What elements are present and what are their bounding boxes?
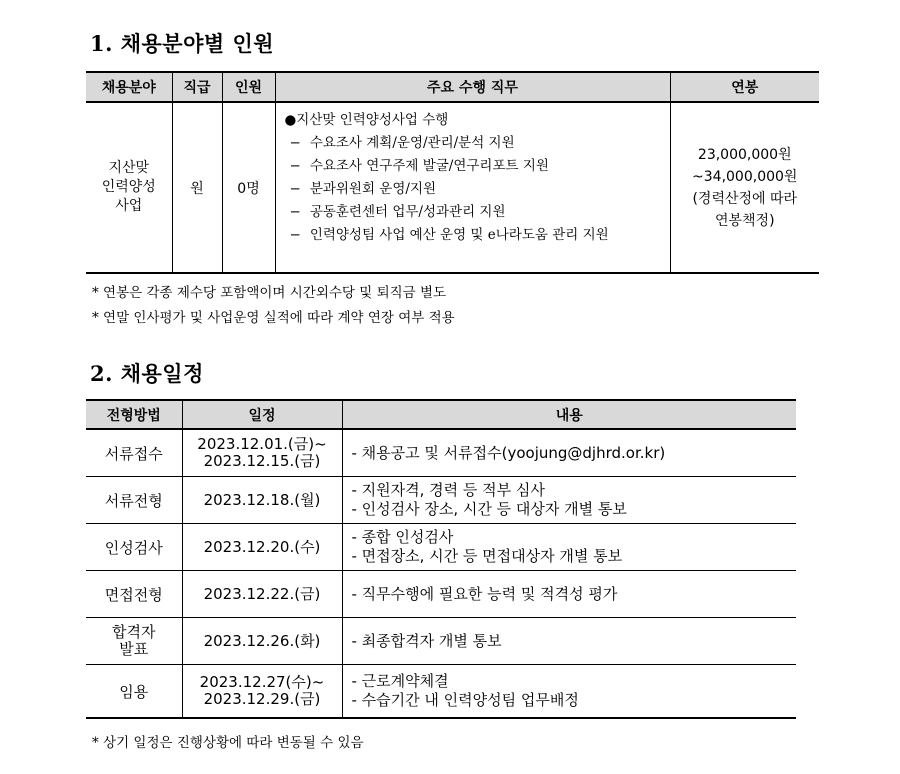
list-item: − 공동훈련센터 업무/성과관리 지원 — [289, 204, 506, 220]
header-date: 일정 — [182, 400, 342, 429]
table-row — [86, 571, 796, 618]
rank-cell: 원 — [172, 102, 222, 273]
contract-note: * 연말 인사평가 및 사업운영 실적에 따라 계약 연장 여부 적용 — [92, 310, 455, 326]
content-cell: - 지원자격, 경력 등 적부 심사 - 인성검사 장소, 시간 등 대상자 개별 통보 — [342, 477, 796, 524]
header-method: 전형방법 — [86, 400, 182, 429]
step-cell: 서류전형 — [86, 477, 182, 524]
header-content: 내용 — [342, 400, 796, 429]
date-cell: 2023.12.18.(월) — [182, 477, 342, 524]
table-row — [86, 665, 796, 719]
content-cell: - 종합 인성검사 - 면접장소, 시간 등 면접대상자 개별 통보 — [342, 524, 796, 571]
table-row — [86, 524, 796, 571]
step-cell: 합격자 발표 — [86, 618, 182, 665]
table-header-row — [86, 72, 819, 102]
header-duties: 주요 수행 직무 — [275, 72, 670, 102]
content-cell: - 근로계약체결 - 수습기간 내 인력양성팀 업무배정 — [342, 665, 796, 719]
table-row — [86, 429, 796, 477]
content-cell: - 최종합격자 개별 통보 — [342, 618, 796, 665]
step-cell: 인성검사 — [86, 524, 182, 571]
date-cell: 2023.12.27(수)~ 2023.12.29.(금) — [182, 665, 342, 719]
list-item: − 분과위원회 운영/지원 — [289, 181, 437, 197]
count-cell: 0명 — [222, 102, 275, 273]
date-cell: 2023.12.26.(화) — [182, 618, 342, 665]
section2-title: 2. 채용일정 — [90, 361, 204, 386]
step-cell: 임용 — [86, 665, 182, 719]
step-cell: 서류접수 — [86, 429, 182, 477]
list-item: − 인력양성팀 사업 예산 운영 및 e나라도움 관리 지원 — [289, 227, 609, 243]
header-count: 인원 — [222, 72, 275, 102]
duties-cell — [275, 102, 670, 273]
date-cell: 2023.12.20.(수) — [182, 524, 342, 571]
schedule-note: * 상기 일정은 진행상황에 따라 변동될 수 있음 — [92, 735, 364, 751]
field-cell: 지산맞 인력양성 사업 — [86, 102, 172, 273]
content-cell: - 채용공고 및 서류접수(yoojung@djhrd.or.kr) — [342, 429, 796, 477]
list-item: − 수요조사 계획/운영/관리/분석 지원 — [289, 135, 515, 151]
salary-note: * 연봉은 각종 제수당 포함액이며 시간외수당 및 퇴직금 별도 — [92, 285, 447, 301]
table-row — [86, 618, 796, 665]
list-item: − 수요조사 연구주제 발굴/연구리포트 지원 — [289, 158, 549, 174]
salary-cell: 23,000,000원 ~34,000,000원 (경력산정에 따라 연봉책정) — [670, 102, 819, 273]
header-salary: 연봉 — [670, 72, 819, 102]
date-cell: 2023.12.01.(금)~ 2023.12.15.(금) — [182, 429, 342, 477]
recruitment-positions-table — [86, 71, 819, 274]
header-rank: 직급 — [172, 72, 222, 102]
recruitment-schedule-table — [86, 399, 796, 719]
duty-main: ●지산맞 인력양성사업 수행 — [284, 112, 449, 128]
section1-title: 1. 채용분야별 인원 — [90, 31, 275, 56]
step-cell: 면접전형 — [86, 571, 182, 618]
content-cell: - 직무수행에 필요한 능력 및 적격성 평가 — [342, 571, 796, 618]
table-row — [86, 477, 796, 524]
table-header-row — [86, 400, 796, 429]
header-field: 채용분야 — [86, 72, 172, 102]
table-row — [86, 102, 819, 273]
date-cell: 2023.12.22.(금) — [182, 571, 342, 618]
